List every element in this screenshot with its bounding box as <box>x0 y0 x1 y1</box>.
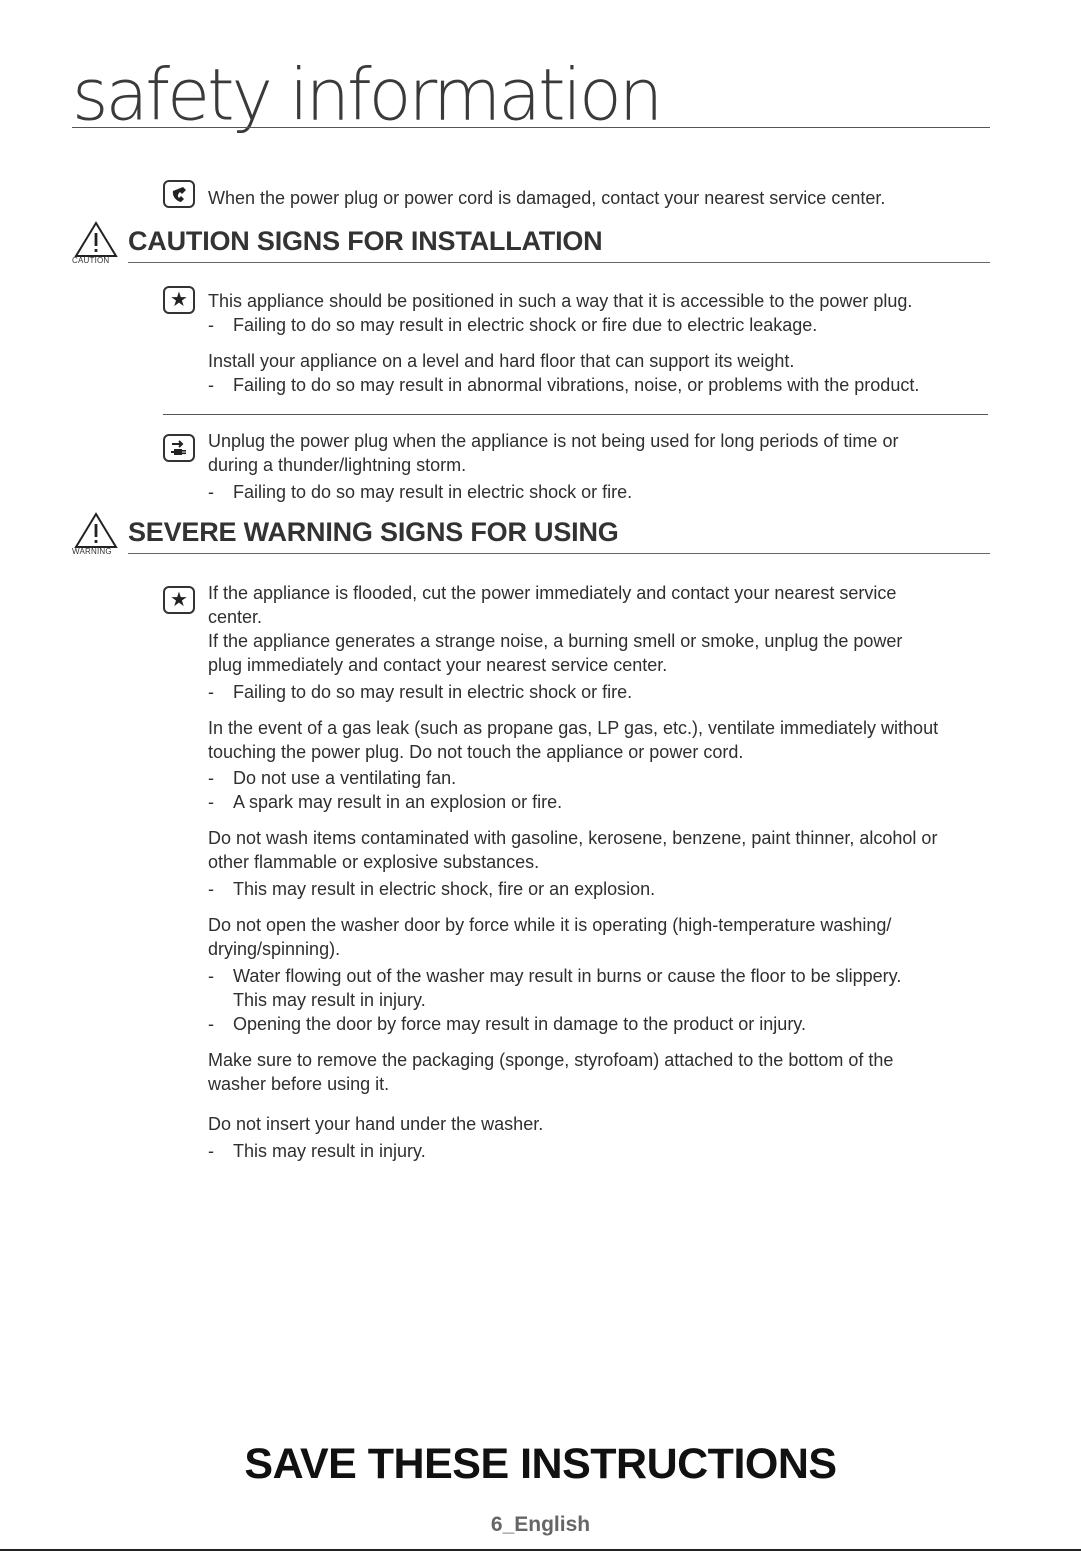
unplug-icon <box>163 434 195 462</box>
page-footer: 6_English <box>490 1513 591 1536</box>
warning-bullet-2: - Do not use a ventilating fan. <box>208 766 998 790</box>
bottom-rule <box>0 1549 1081 1551</box>
warning-bullet-7: - This may result in injury. <box>208 1139 998 1163</box>
warning-line-7: Do not wash items contaminated with gasoline, kerosene, benzene, paint thinner, alcohol or <box>208 828 938 848</box>
warning-bullet-3: - A spark may result in an explosion or fire. <box>208 790 998 814</box>
warning-line-9: Do not open the washer door by force while it is operating (high-temperature washing/ <box>208 915 892 935</box>
caution-item-1-bullet-2: - Failing to do so may result in abnormal vibrations, noise, or problems with the product. <box>208 373 998 397</box>
caution-item-1-line-2: Install your appliance on a level and hard floor that can support its weight. <box>208 351 795 371</box>
title-rule <box>72 127 990 128</box>
warning-line-11: Make sure to remove the packaging (sponge, styrofoam) attached to the bottom of the <box>208 1050 894 1070</box>
caution-item-1-bullet-1: - Failing to do so may result in electric shock or fire due to electric leakage. <box>208 313 998 337</box>
intro-text: When the power plug or power cord is damaged, contact your nearest service center. <box>208 188 886 208</box>
warning-line-2: center. <box>208 607 263 627</box>
warning-heading: SEVERE WARNING SIGNS FOR USING <box>128 517 619 547</box>
caution-divider <box>163 414 988 415</box>
warning-line-6: touching the power plug. Do not touch the appliance or power cord. <box>208 742 744 762</box>
warning-heading-rule <box>128 553 990 554</box>
warning-bullet-4: - This may result in electric shock, fire or an explosion. <box>208 877 998 901</box>
caution-heading-rule <box>128 262 990 263</box>
page-title: safety information <box>72 53 661 137</box>
warning-bullet-6: - Opening the door by force may result in damage to the product or injury. <box>208 1012 998 1036</box>
caution-section-header <box>72 220 990 266</box>
caution-item-1-line-1: This appliance should be positioned in such a way that it is accessible to the power plug. <box>208 291 913 311</box>
star-icon: ★ <box>163 286 195 314</box>
star-icon: ★ <box>163 586 195 614</box>
warning-line-13: Do not insert your hand under the washer. <box>208 1114 544 1134</box>
warning-bullet-5-cont: This may result in injury. <box>233 990 426 1010</box>
caution-caption: CAUTION <box>72 256 110 265</box>
warning-line-3: If the appliance generates a strange noise, a burning smell or smoke, unplug the power <box>208 631 903 651</box>
caution-item-2-line-2: during a thunder/lightning storm. <box>208 455 467 475</box>
warning-line-4: plug immediately and contact your nearest service center. <box>208 655 668 675</box>
phone-icon <box>163 180 195 208</box>
warning-line-10: drying/spinning). <box>208 939 341 959</box>
warning-section-header <box>72 511 990 557</box>
warning-line-5: In the event of a gas leak (such as propane gas, LP gas, etc.), ventilate immediately without <box>208 718 939 738</box>
caution-heading: CAUTION SIGNS FOR INSTALLATION <box>128 226 603 256</box>
caution-item-2-line-1: Unplug the power plug when the appliance is not being used for long periods of time or <box>208 431 899 451</box>
warning-bullet-1: - Failing to do so may result in electric shock or fire. <box>208 680 998 704</box>
warning-line-12: washer before using it. <box>208 1074 390 1094</box>
warning-line-1: If the appliance is flooded, cut the power immediately and contact your nearest service <box>208 583 897 603</box>
warning-caption: WARNING <box>72 547 112 556</box>
save-instructions: SAVE THESE INSTRUCTIONS <box>244 1440 837 1488</box>
caution-item-2-bullet-1: - Failing to do so may result in electric shock or fire. <box>208 480 998 504</box>
warning-line-8: other flammable or explosive substances. <box>208 852 540 872</box>
warning-bullet-5: - Water flowing out of the washer may result in burns or cause the floor to be slippery. <box>208 964 998 988</box>
